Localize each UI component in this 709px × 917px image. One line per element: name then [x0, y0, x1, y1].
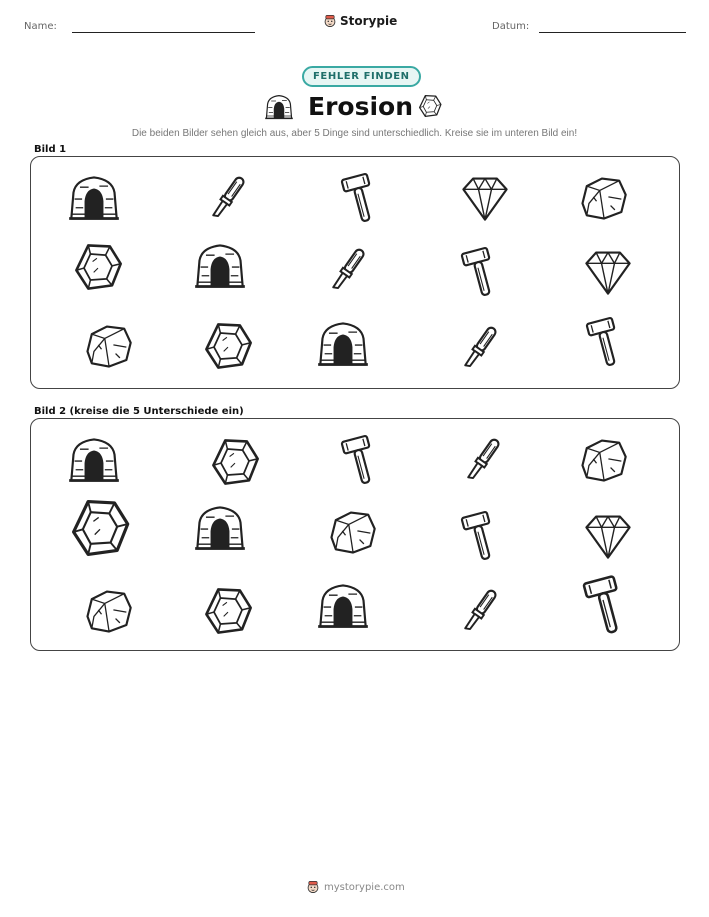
chisel-icon: [321, 243, 375, 297]
chisel-icon: [201, 171, 255, 225]
hammer-icon: [336, 433, 390, 487]
arch-icon: [67, 433, 121, 487]
hammer-icon: [581, 315, 635, 369]
date-field[interactable]: [539, 32, 686, 33]
gem-icon: [71, 240, 125, 294]
date-label: Datum:: [492, 21, 530, 32]
arch-icon: [67, 171, 121, 225]
picture1-panel: [30, 156, 680, 389]
footer-site[interactable]: mystorypie.com: [324, 881, 405, 893]
hammer-icon: [577, 573, 641, 637]
arch-icon: [316, 579, 370, 633]
gem-icon: [417, 93, 443, 119]
storypie-logo-icon: [306, 880, 320, 894]
rock-icon: [576, 433, 630, 487]
diamond-icon: [581, 509, 635, 563]
gem-icon: [201, 584, 255, 638]
hammer-icon: [456, 509, 510, 563]
picture2-label: Bild 2 (kreise die 5 Unterschiede ein): [34, 406, 244, 417]
name-label: Name:: [24, 21, 57, 32]
diamond-icon: [458, 171, 512, 225]
picture2-panel: [30, 418, 680, 651]
hammer-icon: [336, 171, 390, 225]
arch-icon: [193, 239, 247, 293]
hammer-icon: [456, 245, 510, 299]
arch-icon: [193, 501, 247, 555]
activity-badge: FEHLER FINDEN: [302, 66, 421, 87]
arch-icon: [264, 92, 294, 122]
name-field[interactable]: [72, 32, 255, 33]
chisel-icon: [453, 321, 507, 375]
rock-icon: [81, 584, 135, 638]
chisel-icon: [456, 433, 510, 487]
arch-icon: [316, 317, 370, 371]
rock-icon: [576, 171, 630, 225]
brand: [323, 14, 397, 28]
footer: [306, 880, 405, 894]
storypie-logo-icon: [323, 14, 337, 28]
picture1-label: Bild 1: [34, 144, 67, 155]
instructions: Die beiden Bilder sehen gleich aus, aber 5 Dinge sind unterschiedlich. Kreise sie im unteren Bild ein!: [131, 128, 578, 139]
rock-icon: [81, 319, 135, 373]
diamond-icon: [581, 245, 635, 299]
gem-icon: [201, 319, 255, 373]
chisel-icon: [453, 584, 507, 638]
page-title: Erosion: [308, 92, 414, 121]
gem-icon: [67, 495, 133, 561]
rock-icon: [325, 505, 379, 559]
gem-icon: [208, 435, 262, 489]
brand-name: Storypie: [340, 14, 398, 28]
